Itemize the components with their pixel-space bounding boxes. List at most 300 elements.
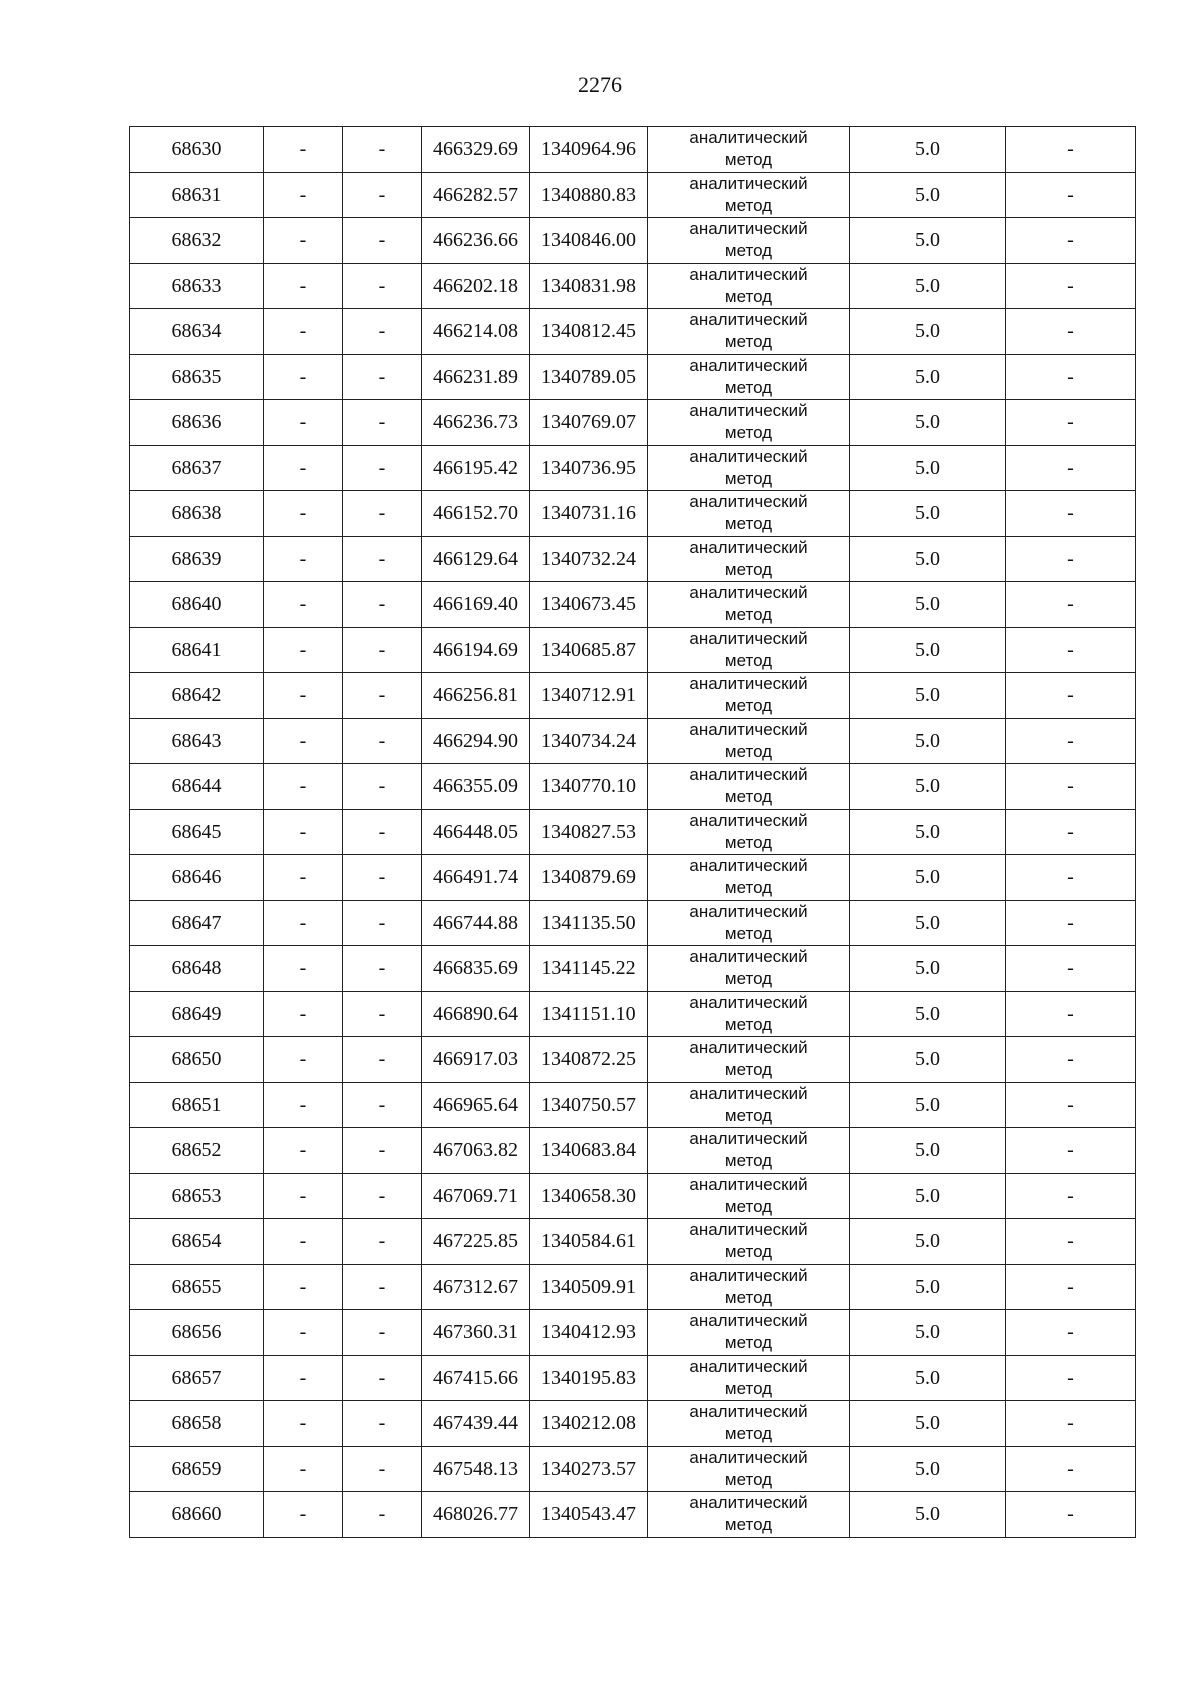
description-dash-cell: -	[1006, 127, 1136, 173]
method-line-1: аналитический	[689, 1220, 808, 1240]
point-number-cell: 68631	[130, 172, 264, 218]
description-dash-cell: -	[1006, 263, 1136, 309]
method-line-2: метод	[724, 923, 773, 943]
method-line-2: метод	[724, 468, 773, 488]
empty-dash-cell: -	[343, 445, 422, 491]
coordinates-table	[129, 126, 1136, 1538]
empty-dash-cell: -	[343, 809, 422, 855]
table-row	[130, 263, 1136, 309]
method-cell	[648, 127, 850, 173]
description-dash-cell: -	[1006, 582, 1136, 628]
method-line-1: аналитический	[689, 1038, 808, 1058]
accuracy-cell: 5.0	[850, 309, 1006, 355]
x-coordinate-cell: 467225.85	[422, 1219, 530, 1265]
method-cell	[648, 1355, 850, 1401]
description-dash-cell: -	[1006, 1355, 1136, 1401]
method-line-2: метод	[724, 1151, 773, 1171]
x-coordinate-cell: 466256.81	[422, 673, 530, 719]
empty-dash-cell: -	[264, 673, 343, 719]
method-line-2: метод	[724, 377, 773, 397]
empty-dash-cell: -	[264, 1446, 343, 1492]
method-line-1: аналитический	[689, 1447, 808, 1467]
table-row	[130, 809, 1136, 855]
method-line-1: аналитический	[689, 1356, 808, 1376]
method-cell	[648, 1264, 850, 1310]
empty-dash-cell: -	[264, 764, 343, 810]
point-number-cell: 68647	[130, 900, 264, 946]
empty-dash-cell: -	[343, 991, 422, 1037]
method-line-1: аналитический	[689, 992, 808, 1012]
y-coordinate-cell: 1341145.22	[530, 946, 648, 992]
method-line-2: метод	[724, 241, 773, 261]
accuracy-cell: 5.0	[850, 1401, 1006, 1447]
description-dash-cell: -	[1006, 491, 1136, 537]
description-dash-cell: -	[1006, 1492, 1136, 1538]
point-number-cell: 68642	[130, 673, 264, 719]
method-cell	[648, 582, 850, 628]
empty-dash-cell: -	[264, 400, 343, 446]
table-row	[130, 445, 1136, 491]
y-coordinate-cell: 1340212.08	[530, 1401, 648, 1447]
description-dash-cell: -	[1006, 1128, 1136, 1174]
y-coordinate-cell: 1340673.45	[530, 582, 648, 628]
accuracy-cell: 5.0	[850, 673, 1006, 719]
y-coordinate-cell: 1340273.57	[530, 1446, 648, 1492]
y-coordinate-cell: 1340770.10	[530, 764, 648, 810]
point-number-cell: 68634	[130, 309, 264, 355]
method-line-1: аналитический	[689, 1265, 808, 1285]
method-line-1: аналитический	[689, 901, 808, 921]
empty-dash-cell: -	[264, 1082, 343, 1128]
x-coordinate-cell: 467548.13	[422, 1446, 530, 1492]
method-line-2: метод	[724, 423, 773, 443]
empty-dash-cell: -	[343, 1355, 422, 1401]
empty-dash-cell: -	[264, 309, 343, 355]
point-number-cell: 68648	[130, 946, 264, 992]
description-dash-cell: -	[1006, 218, 1136, 264]
point-number-cell: 68635	[130, 354, 264, 400]
method-line-2: метод	[724, 1196, 773, 1216]
accuracy-cell: 5.0	[850, 1264, 1006, 1310]
description-dash-cell: -	[1006, 354, 1136, 400]
description-dash-cell: -	[1006, 627, 1136, 673]
table-row	[130, 855, 1136, 901]
accuracy-cell: 5.0	[850, 1492, 1006, 1538]
y-coordinate-cell: 1340658.30	[530, 1173, 648, 1219]
method-cell	[648, 946, 850, 992]
method-line-1: аналитический	[689, 1493, 808, 1513]
accuracy-cell: 5.0	[850, 445, 1006, 491]
empty-dash-cell: -	[343, 1219, 422, 1265]
y-coordinate-cell: 1340750.57	[530, 1082, 648, 1128]
description-dash-cell: -	[1006, 1310, 1136, 1356]
accuracy-cell: 5.0	[850, 855, 1006, 901]
y-coordinate-cell: 1340964.96	[530, 127, 648, 173]
table-row	[130, 582, 1136, 628]
table-row	[130, 1355, 1136, 1401]
accuracy-cell: 5.0	[850, 1355, 1006, 1401]
empty-dash-cell: -	[343, 946, 422, 992]
description-dash-cell: -	[1006, 1173, 1136, 1219]
description-dash-cell: -	[1006, 536, 1136, 582]
method-cell	[648, 900, 850, 946]
method-line-2: метод	[724, 332, 773, 352]
description-dash-cell: -	[1006, 1037, 1136, 1083]
x-coordinate-cell: 466329.69	[422, 127, 530, 173]
accuracy-cell: 5.0	[850, 536, 1006, 582]
description-dash-cell: -	[1006, 718, 1136, 764]
point-number-cell: 68658	[130, 1401, 264, 1447]
point-number-cell: 68656	[130, 1310, 264, 1356]
y-coordinate-cell: 1340195.83	[530, 1355, 648, 1401]
description-dash-cell: -	[1006, 1264, 1136, 1310]
table-row	[130, 627, 1136, 673]
empty-dash-cell: -	[264, 445, 343, 491]
description-dash-cell: -	[1006, 1446, 1136, 1492]
empty-dash-cell: -	[264, 1401, 343, 1447]
method-line-2: метод	[724, 1378, 773, 1398]
method-line-2: метод	[724, 832, 773, 852]
x-coordinate-cell: 466890.64	[422, 991, 530, 1037]
point-number-cell: 68650	[130, 1037, 264, 1083]
method-cell	[648, 1037, 850, 1083]
method-cell	[648, 445, 850, 491]
point-number-cell: 68660	[130, 1492, 264, 1538]
empty-dash-cell: -	[343, 1492, 422, 1538]
empty-dash-cell: -	[264, 718, 343, 764]
x-coordinate-cell: 466917.03	[422, 1037, 530, 1083]
x-coordinate-cell: 466744.88	[422, 900, 530, 946]
y-coordinate-cell: 1340846.00	[530, 218, 648, 264]
empty-dash-cell: -	[264, 263, 343, 309]
empty-dash-cell: -	[343, 491, 422, 537]
empty-dash-cell: -	[264, 172, 343, 218]
table-row	[130, 1173, 1136, 1219]
table-row	[130, 127, 1136, 173]
y-coordinate-cell: 1340769.07	[530, 400, 648, 446]
method-line-1: аналитический	[689, 765, 808, 785]
y-coordinate-cell: 1340584.61	[530, 1219, 648, 1265]
accuracy-cell: 5.0	[850, 354, 1006, 400]
x-coordinate-cell: 467312.67	[422, 1264, 530, 1310]
empty-dash-cell: -	[264, 809, 343, 855]
method-line-2: метод	[724, 1515, 773, 1535]
table-row	[130, 218, 1136, 264]
empty-dash-cell: -	[343, 673, 422, 719]
page-number: 2276	[578, 72, 622, 97]
description-dash-cell: -	[1006, 764, 1136, 810]
y-coordinate-cell: 1340412.93	[530, 1310, 648, 1356]
accuracy-cell: 5.0	[850, 1037, 1006, 1083]
accuracy-cell: 5.0	[850, 1446, 1006, 1492]
table-row	[130, 1037, 1136, 1083]
empty-dash-cell: -	[264, 536, 343, 582]
description-dash-cell: -	[1006, 991, 1136, 1037]
method-line-2: метод	[724, 559, 773, 579]
empty-dash-cell: -	[343, 855, 422, 901]
method-cell	[648, 764, 850, 810]
point-number-cell: 68633	[130, 263, 264, 309]
point-number-cell: 68637	[130, 445, 264, 491]
point-number-cell: 68644	[130, 764, 264, 810]
method-line-2: метод	[724, 878, 773, 898]
x-coordinate-cell: 468026.77	[422, 1492, 530, 1538]
accuracy-cell: 5.0	[850, 172, 1006, 218]
description-dash-cell: -	[1006, 1082, 1136, 1128]
method-line-2: метод	[724, 787, 773, 807]
empty-dash-cell: -	[343, 1173, 422, 1219]
empty-dash-cell: -	[343, 1037, 422, 1083]
point-number-cell: 68651	[130, 1082, 264, 1128]
table-row	[130, 1082, 1136, 1128]
method-cell	[648, 1128, 850, 1174]
y-coordinate-cell: 1340685.87	[530, 627, 648, 673]
method-line-1: аналитический	[689, 492, 808, 512]
table-row	[130, 354, 1136, 400]
empty-dash-cell: -	[343, 627, 422, 673]
point-number-cell: 68646	[130, 855, 264, 901]
empty-dash-cell: -	[264, 218, 343, 264]
point-number-cell: 68657	[130, 1355, 264, 1401]
empty-dash-cell: -	[264, 900, 343, 946]
table-row	[130, 1128, 1136, 1174]
accuracy-cell: 5.0	[850, 127, 1006, 173]
method-cell	[648, 263, 850, 309]
description-dash-cell: -	[1006, 309, 1136, 355]
y-coordinate-cell: 1340831.98	[530, 263, 648, 309]
point-number-cell: 68655	[130, 1264, 264, 1310]
x-coordinate-cell: 466194.69	[422, 627, 530, 673]
method-line-2: метод	[724, 1105, 773, 1125]
y-coordinate-cell: 1340789.05	[530, 354, 648, 400]
method-line-2: метод	[724, 1424, 773, 1444]
method-line-1: аналитический	[689, 628, 808, 648]
method-line-2: метод	[724, 1333, 773, 1353]
empty-dash-cell: -	[343, 218, 422, 264]
method-cell	[648, 536, 850, 582]
empty-dash-cell: -	[264, 855, 343, 901]
method-line-1: аналитический	[689, 1129, 808, 1149]
method-cell	[648, 718, 850, 764]
y-coordinate-cell: 1340683.84	[530, 1128, 648, 1174]
empty-dash-cell: -	[264, 1173, 343, 1219]
empty-dash-cell: -	[264, 1492, 343, 1538]
method-line-1: аналитический	[689, 856, 808, 876]
description-dash-cell: -	[1006, 1401, 1136, 1447]
x-coordinate-cell: 467415.66	[422, 1355, 530, 1401]
accuracy-cell: 5.0	[850, 991, 1006, 1037]
method-cell	[648, 673, 850, 719]
y-coordinate-cell: 1340879.69	[530, 855, 648, 901]
point-number-cell: 68645	[130, 809, 264, 855]
table-row	[130, 400, 1136, 446]
x-coordinate-cell: 466214.08	[422, 309, 530, 355]
method-cell	[648, 1446, 850, 1492]
x-coordinate-cell: 466448.05	[422, 809, 530, 855]
accuracy-cell: 5.0	[850, 627, 1006, 673]
method-line-2: метод	[724, 195, 773, 215]
point-number-cell: 68632	[130, 218, 264, 264]
empty-dash-cell: -	[343, 536, 422, 582]
method-line-2: метод	[724, 969, 773, 989]
accuracy-cell: 5.0	[850, 1173, 1006, 1219]
table-row	[130, 536, 1136, 582]
x-coordinate-cell: 466835.69	[422, 946, 530, 992]
point-number-cell: 68640	[130, 582, 264, 628]
table-row	[130, 172, 1136, 218]
point-number-cell: 68652	[130, 1128, 264, 1174]
empty-dash-cell: -	[264, 1355, 343, 1401]
accuracy-cell: 5.0	[850, 582, 1006, 628]
description-dash-cell: -	[1006, 400, 1136, 446]
x-coordinate-cell: 466195.42	[422, 445, 530, 491]
table-row	[130, 1310, 1136, 1356]
x-coordinate-cell: 466202.18	[422, 263, 530, 309]
method-cell	[648, 218, 850, 264]
x-coordinate-cell: 466236.73	[422, 400, 530, 446]
x-coordinate-cell: 466355.09	[422, 764, 530, 810]
empty-dash-cell: -	[264, 1264, 343, 1310]
method-line-1: аналитический	[689, 446, 808, 466]
table-row	[130, 1492, 1136, 1538]
empty-dash-cell: -	[343, 900, 422, 946]
method-cell	[648, 991, 850, 1037]
empty-dash-cell: -	[264, 946, 343, 992]
x-coordinate-cell: 466491.74	[422, 855, 530, 901]
y-coordinate-cell: 1340509.91	[530, 1264, 648, 1310]
y-coordinate-cell: 1340872.25	[530, 1037, 648, 1083]
method-cell	[648, 627, 850, 673]
description-dash-cell: -	[1006, 1219, 1136, 1265]
empty-dash-cell: -	[264, 1310, 343, 1356]
description-dash-cell: -	[1006, 673, 1136, 719]
y-coordinate-cell: 1340880.83	[530, 172, 648, 218]
description-dash-cell: -	[1006, 445, 1136, 491]
method-cell	[648, 1082, 850, 1128]
table-row	[130, 718, 1136, 764]
table-row	[130, 1219, 1136, 1265]
method-line-1: аналитический	[689, 719, 808, 739]
method-cell	[648, 1401, 850, 1447]
y-coordinate-cell: 1340712.91	[530, 673, 648, 719]
method-line-2: метод	[724, 1469, 773, 1489]
description-dash-cell: -	[1006, 855, 1136, 901]
empty-dash-cell: -	[343, 172, 422, 218]
table-body	[130, 127, 1136, 1538]
method-cell	[648, 309, 850, 355]
x-coordinate-cell: 466236.66	[422, 218, 530, 264]
method-line-2: метод	[724, 605, 773, 625]
method-line-1: аналитический	[689, 401, 808, 421]
method-line-2: метод	[724, 1060, 773, 1080]
method-line-2: метод	[724, 650, 773, 670]
description-dash-cell: -	[1006, 900, 1136, 946]
point-number-cell: 68636	[130, 400, 264, 446]
method-line-1: аналитический	[689, 537, 808, 557]
empty-dash-cell: -	[264, 582, 343, 628]
table-row	[130, 1446, 1136, 1492]
table-row	[130, 991, 1136, 1037]
table-row	[130, 491, 1136, 537]
empty-dash-cell: -	[264, 1219, 343, 1265]
empty-dash-cell: -	[343, 400, 422, 446]
table-row	[130, 309, 1136, 355]
empty-dash-cell: -	[264, 127, 343, 173]
x-coordinate-cell: 466231.89	[422, 354, 530, 400]
accuracy-cell: 5.0	[850, 263, 1006, 309]
method-line-1: аналитический	[689, 1402, 808, 1422]
description-dash-cell: -	[1006, 946, 1136, 992]
method-line-1: аналитический	[689, 355, 808, 375]
empty-dash-cell: -	[264, 991, 343, 1037]
table-row	[130, 900, 1136, 946]
x-coordinate-cell: 466129.64	[422, 536, 530, 582]
method-line-1: аналитический	[689, 310, 808, 330]
x-coordinate-cell: 466965.64	[422, 1082, 530, 1128]
y-coordinate-cell: 1340827.53	[530, 809, 648, 855]
method-line-2: метод	[724, 150, 773, 170]
method-cell	[648, 1173, 850, 1219]
empty-dash-cell: -	[343, 354, 422, 400]
y-coordinate-cell: 1340731.16	[530, 491, 648, 537]
method-line-2: метод	[724, 1014, 773, 1034]
point-number-cell: 68649	[130, 991, 264, 1037]
point-number-cell: 68659	[130, 1446, 264, 1492]
empty-dash-cell: -	[343, 1446, 422, 1492]
point-number-cell: 68654	[130, 1219, 264, 1265]
accuracy-cell: 5.0	[850, 218, 1006, 264]
method-line-2: метод	[724, 696, 773, 716]
method-cell	[648, 1492, 850, 1538]
empty-dash-cell: -	[343, 1310, 422, 1356]
accuracy-cell: 5.0	[850, 1310, 1006, 1356]
accuracy-cell: 5.0	[850, 491, 1006, 537]
method-line-1: аналитический	[689, 810, 808, 830]
table-row	[130, 764, 1136, 810]
method-line-2: метод	[724, 1242, 773, 1262]
accuracy-cell: 5.0	[850, 946, 1006, 992]
empty-dash-cell: -	[264, 1037, 343, 1083]
x-coordinate-cell: 467063.82	[422, 1128, 530, 1174]
y-coordinate-cell: 1340732.24	[530, 536, 648, 582]
x-coordinate-cell: 466294.90	[422, 718, 530, 764]
table-row	[130, 673, 1136, 719]
y-coordinate-cell: 1340734.24	[530, 718, 648, 764]
accuracy-cell: 5.0	[850, 1128, 1006, 1174]
x-coordinate-cell: 467360.31	[422, 1310, 530, 1356]
y-coordinate-cell: 1340812.45	[530, 309, 648, 355]
method-line-1: аналитический	[689, 264, 808, 284]
description-dash-cell: -	[1006, 809, 1136, 855]
method-cell	[648, 400, 850, 446]
accuracy-cell: 5.0	[850, 1219, 1006, 1265]
x-coordinate-cell: 466282.57	[422, 172, 530, 218]
x-coordinate-cell: 467069.71	[422, 1173, 530, 1219]
method-cell	[648, 809, 850, 855]
table-row	[130, 1264, 1136, 1310]
x-coordinate-cell: 467439.44	[422, 1401, 530, 1447]
accuracy-cell: 5.0	[850, 1082, 1006, 1128]
empty-dash-cell: -	[343, 764, 422, 810]
empty-dash-cell: -	[264, 491, 343, 537]
y-coordinate-cell: 1340543.47	[530, 1492, 648, 1538]
method-cell	[648, 855, 850, 901]
empty-dash-cell: -	[343, 718, 422, 764]
point-number-cell: 68641	[130, 627, 264, 673]
empty-dash-cell: -	[343, 263, 422, 309]
point-number-cell: 68630	[130, 127, 264, 173]
table-row	[130, 1401, 1136, 1447]
